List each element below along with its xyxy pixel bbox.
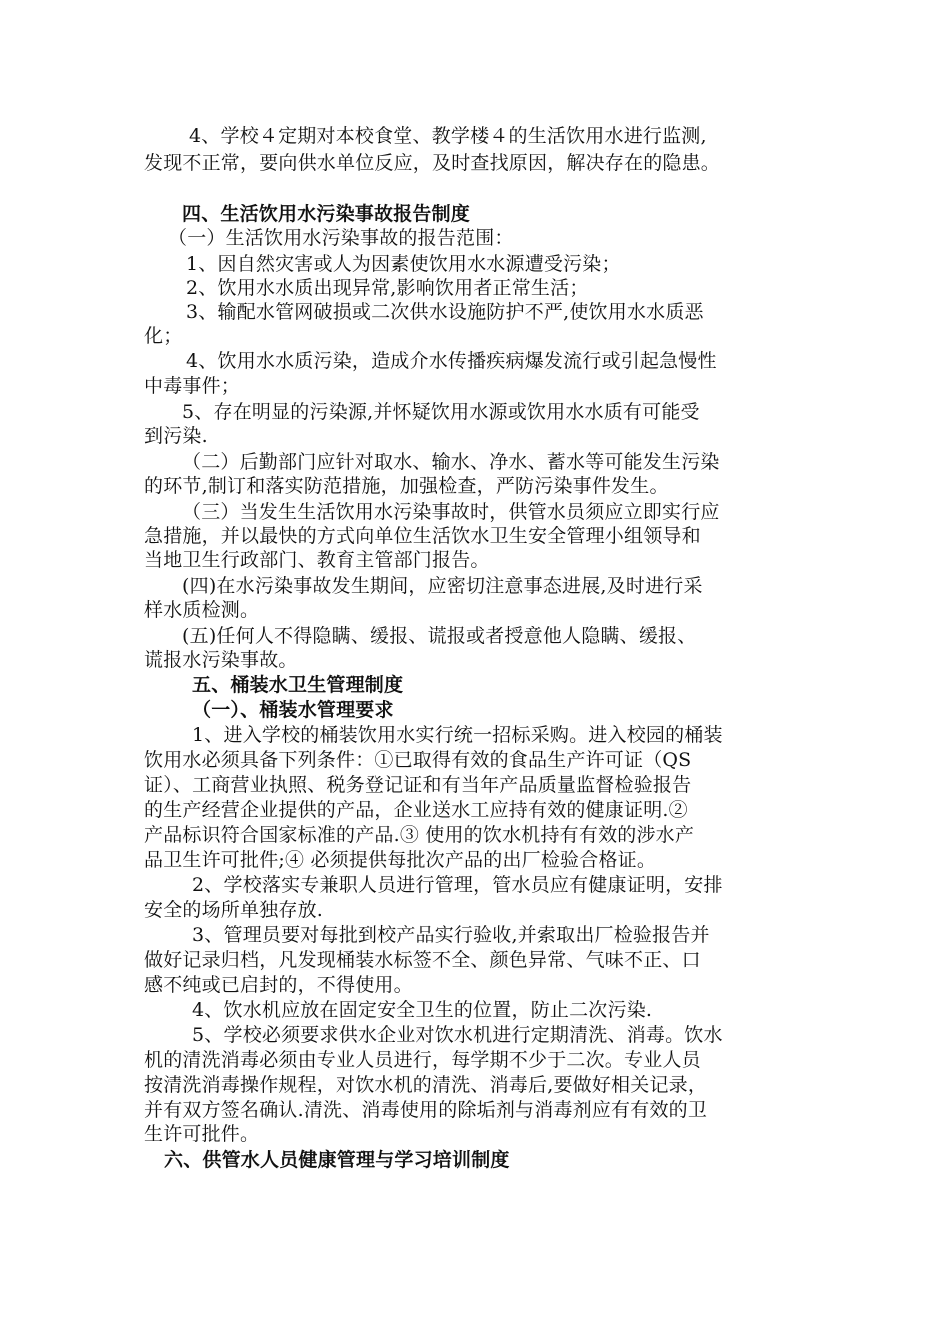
text-line: 5、学校必须要求供水企业对饮水机进行定期清洗、消毒。饮水	[192, 1024, 723, 1046]
text-line: 生许可批件。	[144, 1123, 260, 1145]
text-line: 谎报水污染事故。	[144, 649, 298, 671]
text-line: 机的清洗消毒必须由专业人员进行，每学期不少于二次。专业人员	[144, 1049, 701, 1071]
text-line: 的生产经营企业提供的产品，企业送水工应持有效的健康证明.②	[144, 799, 688, 821]
text-line: 并有双方签名确认.清洗、消毒使用的除垢剂与消毒剂应有有效的卫	[144, 1099, 708, 1121]
text-line: 1、因自然灾害或人为因素使饮用水水源遭受污染；	[186, 253, 621, 275]
text-line: 4、学校４定期对本校食堂、教学楼４的生活饮用水进行监测,	[189, 125, 707, 147]
text-line: 安全的场所单独存放.	[144, 899, 324, 921]
text-line: 急措施，并以最快的方式向单位生活饮水卫生安全管理小组领导和	[144, 525, 701, 547]
text-line: 的环节,制订和落实防范措施，加强检查，严防污染事件发生。	[144, 475, 669, 497]
text-line: (四)在水污染事故发生期间，应密切注意事态进展,及时进行采	[182, 575, 703, 597]
text-line: 品卫生许可批件;④ 必须提供每批次产品的出厂检验合格证。	[144, 849, 657, 871]
text-line: 到污染.	[144, 425, 208, 447]
text-line: 感不纯或已启封的，不得使用。	[144, 974, 413, 996]
text-line: 样水质检测。	[144, 599, 260, 621]
text-line: 1、进入学校的桶装饮用水实行统一招标采购。进入校园的桶装	[192, 724, 723, 746]
text-line: 按清洗消毒操作规程，对饮水机的清洗、消毒后,要做好相关记录，	[144, 1074, 708, 1096]
section-heading: 五、桶装水卫生管理制度	[192, 674, 404, 696]
section-heading: 六、供管水人员健康管理与学习培训制度	[164, 1149, 510, 1171]
text-line: 饮用水必须具备下列条件：①已取得有效的食品生产许可证（QS	[144, 749, 692, 771]
text-line: 产品标识符合国家标准的产品.③ 使用的饮水机持有有效的涉水产	[144, 824, 695, 846]
text-line: 中毒事件；	[144, 375, 241, 397]
text-line: 4、饮用水水质污染，造成介水传播疾病爆发流行或引起急慢性	[186, 350, 717, 372]
text-line: 2、学校落实专兼职人员进行管理，管水员应有健康证明，安排	[192, 874, 723, 896]
text-line: 证）、工商营业执照、税务登记证和有当年产品质量监督检验报告	[144, 774, 692, 796]
text-line: 5、存在明显的污染源,并怀疑饮用水源或饮用水水质有可能受	[182, 401, 700, 423]
text-line: 3、输配水管网破损或二次供水设施防护不严,使饮用水水质恶	[186, 301, 704, 323]
text-line: 化；	[144, 325, 183, 347]
text-line: 当地卫生行政部门、教育主管部门报告。	[144, 549, 490, 571]
text-line: （一）生活饮用水污染事故的报告范围：	[168, 227, 514, 249]
text-line: 3、管理员要对每批到校产品实行验收,并索取出厂检验报告并	[192, 924, 710, 946]
text-line: 发现不正常，要向供水单位反应，及时查找原因，解决存在的隐患。	[144, 152, 721, 174]
text-line: （二）后勤部门应针对取水、输水、净水、蓄水等可能发生污染	[182, 451, 720, 473]
text-line: (五)任何人不得隐瞒、缓报、谎报或者授意他人隐瞒、缓报、	[182, 625, 697, 647]
text-line: 做好记录归档，凡发现桶装水标签不全、颜色异常、气味不正、口	[144, 949, 701, 971]
section-heading: 四、生活饮用水污染事故报告制度	[182, 203, 471, 225]
text-line: （三）当发生生活饮用水污染事故时，供管水员须应立即实行应	[182, 501, 720, 523]
subsection-heading: （一）、桶装水管理要求	[192, 699, 394, 721]
text-line: 2、饮用水水质出现异常,影响饮用者正常生活；	[186, 277, 589, 299]
text-line: 4、饮水机应放在固定安全卫生的位置，防止二次污染.	[192, 999, 653, 1021]
